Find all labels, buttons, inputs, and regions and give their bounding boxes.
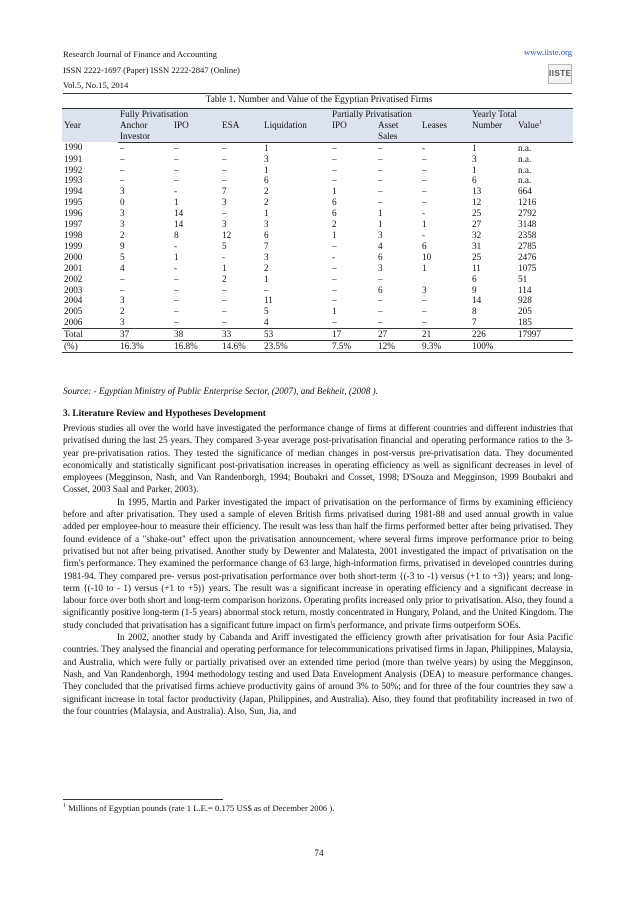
table-cell: 928 [518, 295, 532, 306]
table-cell: 3 [264, 251, 269, 262]
footnote-ref: 1 [538, 119, 542, 126]
table-row [62, 165, 573, 176]
table-cell: 1 [332, 229, 337, 240]
table-cell: 3 [222, 197, 227, 208]
table-cell: 14 [174, 208, 184, 219]
table-cell: – [422, 295, 427, 306]
table-cell: – [422, 317, 427, 328]
table-cell: 1 [422, 219, 427, 230]
table-cell: 8 [174, 229, 179, 240]
table-cell: – [222, 284, 227, 295]
table-cell: 114 [518, 284, 532, 295]
table-cell: 3148 [518, 219, 537, 230]
paragraph: In 1995, Martin and Parker investigated the impact of privatisation on the performance of firms by examining efficiency before and after privatisation. They used a sample of eleven British firms privatised during 1981-88 and used annual growth in value added per employee-hour to measure their efficiency. The result was less than half the firms performed better after being privatised. They found evidence of a "shake-out" effect upon the privatisation announcement, where several firms improve performance prior to being privatised but not after being privatised. Another study by Dewenter and Malatesta, 2001 investigated the impact of privatisation on the firm's performance. They examined the performance change of 63 large, high-information firms, privatised in developed countries during 1981-94. They compared pre- versus post-privatisation performance over both short-term {(-3 to -1) versus (+1 to +3)} years; and long-term {(-10 to - 1) versus (+1 to +5)} years. The result was a significant increase in operating efficiency and a significant decrease in labour force over both short and long-term comparison horizons. Operating profits increased only prior to privatisation. Also, they found a significantly positive long-term (1-5 years) abnormal stock return, mostly concentrated in Hungary, Poland, and the United Kingdom. The study concluded that privatisation has a significant future impact on firm's performance, and private firms outperform SOEs. [63, 496, 573, 630]
table-cell: – [422, 164, 427, 175]
table-cell: – [378, 175, 383, 186]
table-cell: – [332, 262, 337, 273]
table-cell: 51 [518, 273, 528, 284]
col-esa-header: ESA [220, 120, 262, 142]
table-cell: (%) [62, 341, 118, 353]
table-cell: 1 [472, 164, 477, 175]
table-cell: – [222, 208, 227, 219]
table-cell [420, 274, 470, 285]
journal-volume: Vol.5, No.15, 2014 [63, 80, 129, 90]
table-cell: 2792 [518, 208, 537, 219]
table-cell: – [422, 186, 427, 197]
col-year-header: Year [62, 109, 118, 143]
col-value-header: Value$^1$ [516, 120, 573, 142]
table-cell: 3 [120, 317, 125, 328]
table-cell: – [264, 284, 269, 295]
iiste-logo: IISTE [548, 64, 572, 84]
journal-title [63, 47, 240, 94]
table-cell: – [174, 306, 179, 317]
table-cell: 53 [262, 329, 330, 341]
paragraph: In 2002, another study by Cabanda and Ariff investigated the efficiency growth after privatisation for four Asia Pacific countries. They analysed the financial and operating performance for telecommunications privatised firms in Japan, Philippines, Malaysia, and Australia, which were fully or partially privatised over an extended time period (more than twelve years) by using the Megginson, Nash, and Van Randenborgh, 1994 methodology testing and used Data Envelopment Analysis (DEA) to measure performance changes. They concluded that the privatised firms achieve productivity gains of around 3% to 50%; and for three of the four countries they saw a significant increase in total factor productivity (Japan, Philippines, and Australia). Also, they found that profitability increased in two of the four countries (Malaysia, and Australia). Also, Sun, Jia, and [63, 632, 573, 716]
table-cell: 1993 [64, 175, 83, 186]
col-asset-sales-header: Asset Sales [376, 120, 420, 142]
table-cell: 16.3% [118, 341, 172, 353]
table-cell: 7 [222, 186, 227, 197]
table-cell: – [422, 197, 427, 208]
table-cell: 2 [120, 229, 125, 240]
table-total-row [62, 329, 573, 341]
table-cell: – [120, 164, 125, 175]
table-row [62, 295, 573, 306]
journal-issn: ISSN 2222-1697 (Paper) ISSN 2222-2847 (Online) [63, 64, 240, 75]
table-row [62, 274, 573, 285]
table-cell: 1 [264, 164, 269, 175]
table-cell: - [174, 186, 178, 197]
table-cell: 5 [120, 251, 125, 262]
table-cell: 664 [518, 186, 532, 197]
table-cell: – [332, 240, 337, 251]
table-cell: – [332, 295, 337, 306]
table-cell: 1216 [518, 197, 537, 208]
table-cell: 2 [264, 262, 269, 273]
table-cell: 1 [378, 208, 383, 219]
table-cell: 2785 [518, 240, 537, 251]
table-cell: 3 [378, 262, 383, 273]
table-cell: 1999 [64, 240, 83, 251]
paragraph: Previous studies all over the world have investigated the performance change of firms at different countries and different industries that privatised during the last 25 years. They compared 3-year average post-privatisation financial and operating performance ratios to the 3-year pre-privatisation ratios. They tested the significance of median changes in post-versus pre-privatisation data. They documented economically and statistically significant post-privatisation increases in operating efficiency as well as significant decreases in level of employees (Megginson, Nash, and Van Randenborgh, 1994; Boubakri and Cosset, 1998; D'Souza and Megginson, 1999 Boubakri and Cosset, 2003 Saal and Parker, 2003). [63, 423, 573, 495]
footnote [63, 803, 334, 813]
table-cell: 1 [222, 262, 227, 273]
table-cell: n.a. [518, 164, 532, 175]
table-cell: 23.5% [262, 341, 330, 353]
table-cell: – [120, 284, 125, 295]
table-row [62, 252, 573, 263]
table-cell: 7 [264, 240, 269, 251]
table-cell: 1 [422, 262, 427, 273]
table-cell: 2002 [64, 273, 83, 284]
footnote-divider [63, 799, 223, 800]
table-cell: 6 [332, 208, 337, 219]
table-cell: 3 [378, 229, 383, 240]
table-cell: – [120, 142, 125, 153]
table-cell: 17997 [516, 329, 573, 341]
col-ipo2-header: IPO [330, 120, 376, 142]
table-cell: – [332, 284, 337, 295]
table-cell: 8 [472, 306, 477, 317]
table-cell: 12 [472, 197, 482, 208]
group-yearly-header: Yearly Total [470, 109, 573, 120]
table-cell: 3 [222, 219, 227, 230]
table-cell: n.a. [518, 153, 532, 164]
table-row [62, 154, 573, 165]
table-cell: 38 [172, 329, 220, 341]
col-number-header: Number [470, 120, 516, 142]
table-cell: 6 [264, 175, 269, 186]
table-cell: 1996 [64, 208, 83, 219]
table-cell: 1994 [64, 186, 83, 197]
table-cell: 37 [118, 329, 172, 341]
table-row [62, 219, 573, 230]
table-cell: 1 [264, 142, 269, 153]
journal-name: Research Journal of Finance and Accounting [63, 49, 217, 59]
table-cell: 2 [120, 306, 125, 317]
table-cell: 3 [264, 153, 269, 164]
table-cell: 11 [472, 262, 481, 273]
table-cell: 4 [120, 262, 125, 273]
table-cell: 12 [222, 229, 232, 240]
table-cell: 3 [422, 284, 427, 295]
table-row [62, 186, 573, 197]
table-cell: n.a. [518, 175, 532, 186]
table-cell: – [332, 142, 337, 153]
table-cell: – [120, 153, 125, 164]
table-cell: 2005 [64, 306, 83, 317]
table-cell: 21 [420, 329, 470, 341]
table-cell: 6 [378, 284, 383, 295]
table-cell: 5 [264, 306, 269, 317]
table-row [62, 230, 573, 241]
table-cell: – [174, 153, 179, 164]
table-row [62, 317, 573, 328]
journal-url-link[interactable]: www.iiste.org [524, 47, 572, 57]
table-cell: – [174, 295, 179, 306]
table-cell: 100% [470, 341, 516, 353]
table-cell: – [378, 186, 383, 197]
table-row [62, 142, 573, 153]
table-cell: n.a. [518, 142, 532, 153]
table-cell: – [174, 273, 179, 284]
col-ipo-header: IPO [172, 120, 220, 142]
table-cell: 10 [422, 251, 432, 262]
table-cell: – [332, 164, 337, 175]
table-cell: – [222, 142, 227, 153]
body-text [63, 422, 573, 717]
table-cell: 3 [472, 153, 477, 164]
table-cell: 2004 [64, 295, 83, 306]
table-cell: 13 [472, 186, 482, 197]
table-cell: 1 [332, 186, 337, 197]
table-cell: – [174, 175, 179, 186]
table-cell: – [120, 273, 125, 284]
table-cell: 1992 [64, 164, 83, 175]
table-cell: 1 [472, 142, 477, 153]
table-cell: 17 [330, 329, 376, 341]
table-cell: – [174, 142, 179, 153]
table-cell: – [332, 273, 337, 284]
section-heading: 3. Literature Review and Hypotheses Development [63, 409, 266, 419]
table-cell: 6 [422, 240, 427, 251]
table-cell: – [378, 142, 383, 153]
table-cell: 2358 [518, 229, 537, 240]
table-cell: – [422, 175, 427, 186]
table-cell: - [422, 208, 426, 219]
table-cell: – [332, 317, 337, 328]
table-cell: 1997 [64, 219, 83, 230]
table-cell: 7 [472, 317, 477, 328]
table-row [62, 197, 573, 208]
table-cell: 9.3% [420, 341, 470, 353]
table-cell: 1 [264, 208, 269, 219]
table-cell: – [222, 306, 227, 317]
table-row [62, 285, 573, 296]
table-cell: 2 [264, 197, 269, 208]
table-cell: 6 [264, 229, 269, 240]
table-cell: 5 [222, 240, 227, 251]
table-cell: - [174, 240, 178, 251]
table-cell: 6 [378, 251, 383, 262]
table-cell: 2003 [64, 284, 83, 295]
privatised-firms-table [62, 108, 573, 353]
table-cell: 1991 [64, 153, 83, 164]
table-cell: 3 [120, 186, 125, 197]
table-cell: 6 [332, 197, 337, 208]
table-cell: – [332, 175, 337, 186]
col-anchor-header: Anchor Investor [118, 120, 172, 142]
table-cell: 1995 [64, 197, 83, 208]
table-cell: – [378, 295, 383, 306]
col-leases-header: Leases [420, 120, 470, 142]
table-cell: 0 [120, 197, 125, 208]
table-cell: 27 [472, 219, 482, 230]
table-cell: 2006 [64, 317, 83, 328]
table-cell: 2 [222, 273, 227, 284]
table-cell: 14 [174, 219, 184, 230]
table-cell: 32 [472, 229, 482, 240]
table-cell: - [422, 142, 426, 153]
table-cell: 25 [472, 208, 482, 219]
table-caption: Table 1. Number and Value of the Egyptian Privatised Firms [205, 95, 433, 105]
header-divider [63, 93, 572, 94]
table-cell: 33 [220, 329, 262, 341]
table-cell: 27 [376, 329, 420, 341]
table-cell: – [222, 295, 227, 306]
table-cell: – [222, 317, 227, 328]
table-cell: 2476 [518, 251, 537, 262]
table-cell: - [174, 262, 178, 273]
table-cell: 3 [120, 219, 125, 230]
table-cell: 25 [472, 251, 482, 262]
col-liquidation-header: Liquidation [262, 120, 330, 142]
table-cell: – [222, 164, 227, 175]
table-cell: 4 [264, 317, 269, 328]
table-cell: – [422, 153, 427, 164]
group-full-header: Fully Privatisation [118, 109, 330, 120]
table-cell: 3 [120, 295, 125, 306]
table-cell: 6 [472, 273, 477, 284]
table-cell: 2 [264, 186, 269, 197]
table-cell: 2 [332, 219, 337, 230]
table-row [62, 208, 573, 219]
table-cell: 1 [174, 251, 179, 262]
table-cell: 3 [120, 208, 125, 219]
table-cell: - [222, 251, 226, 262]
table-cell: 16.8% [172, 341, 220, 353]
footnote-text: Millions of Egyptian pounds (rate 1 L.E.= 0.175 US$ as of December 2006 ). [68, 803, 335, 813]
table-cell: – [378, 273, 383, 284]
table-cell: – [174, 284, 179, 295]
table-row [62, 306, 573, 317]
table-cell: 2001 [64, 262, 83, 273]
table-cell [516, 341, 573, 353]
table-cell: 1990 [64, 142, 83, 153]
table-row [62, 241, 573, 252]
table-cell: – [120, 175, 125, 186]
table-cell: 9 [120, 240, 125, 251]
table-source: Source: - Egyptian Ministry of Public Enterprise Sector, (2007), and Bekheit, (2008 ). [63, 386, 379, 396]
table-cell: 1 [264, 273, 269, 284]
table-cell: – [378, 153, 383, 164]
table-cell: – [378, 164, 383, 175]
table-cell: Total [62, 329, 118, 341]
footnote-mark: 1 [63, 803, 66, 810]
table-cell: – [174, 164, 179, 175]
table-cell: 226 [470, 329, 516, 341]
table-row [62, 175, 573, 186]
table-row [62, 263, 573, 274]
table-cell: - [332, 251, 336, 262]
table-cell: 14.6% [220, 341, 262, 353]
table-cell: 4 [378, 240, 383, 251]
table-cell: – [222, 175, 227, 186]
table-cell: – [174, 317, 179, 328]
table-cell: 9 [472, 284, 477, 295]
table-cell: 185 [518, 317, 532, 328]
table-cell: – [332, 153, 337, 164]
table-cell: 1998 [64, 229, 83, 240]
table-cell: – [378, 197, 383, 208]
table-cell: – [378, 317, 383, 328]
table-cell: 1 [378, 219, 383, 230]
table-cell: 7.5% [330, 341, 376, 353]
table-cell: – [422, 306, 427, 317]
table-cell: 14 [472, 295, 482, 306]
page-number: 74 [314, 848, 324, 858]
table-cell: 31 [472, 240, 482, 251]
table-percent-row [62, 341, 573, 353]
table-cell: 11 [264, 295, 273, 306]
table-cell: 1 [174, 197, 179, 208]
table-cell: 12% [376, 341, 420, 353]
table-cell: 3 [264, 219, 269, 230]
group-partial-header: Partially Privatisation [330, 109, 470, 120]
table-cell: 205 [518, 306, 532, 317]
table-cell: 1075 [518, 262, 537, 273]
table-cell: – [222, 153, 227, 164]
table-cell: 6 [472, 175, 477, 186]
table-cell: – [378, 306, 383, 317]
table-cell: - [422, 229, 426, 240]
table-cell: 2000 [64, 251, 83, 262]
table-cell: 1 [332, 306, 337, 317]
